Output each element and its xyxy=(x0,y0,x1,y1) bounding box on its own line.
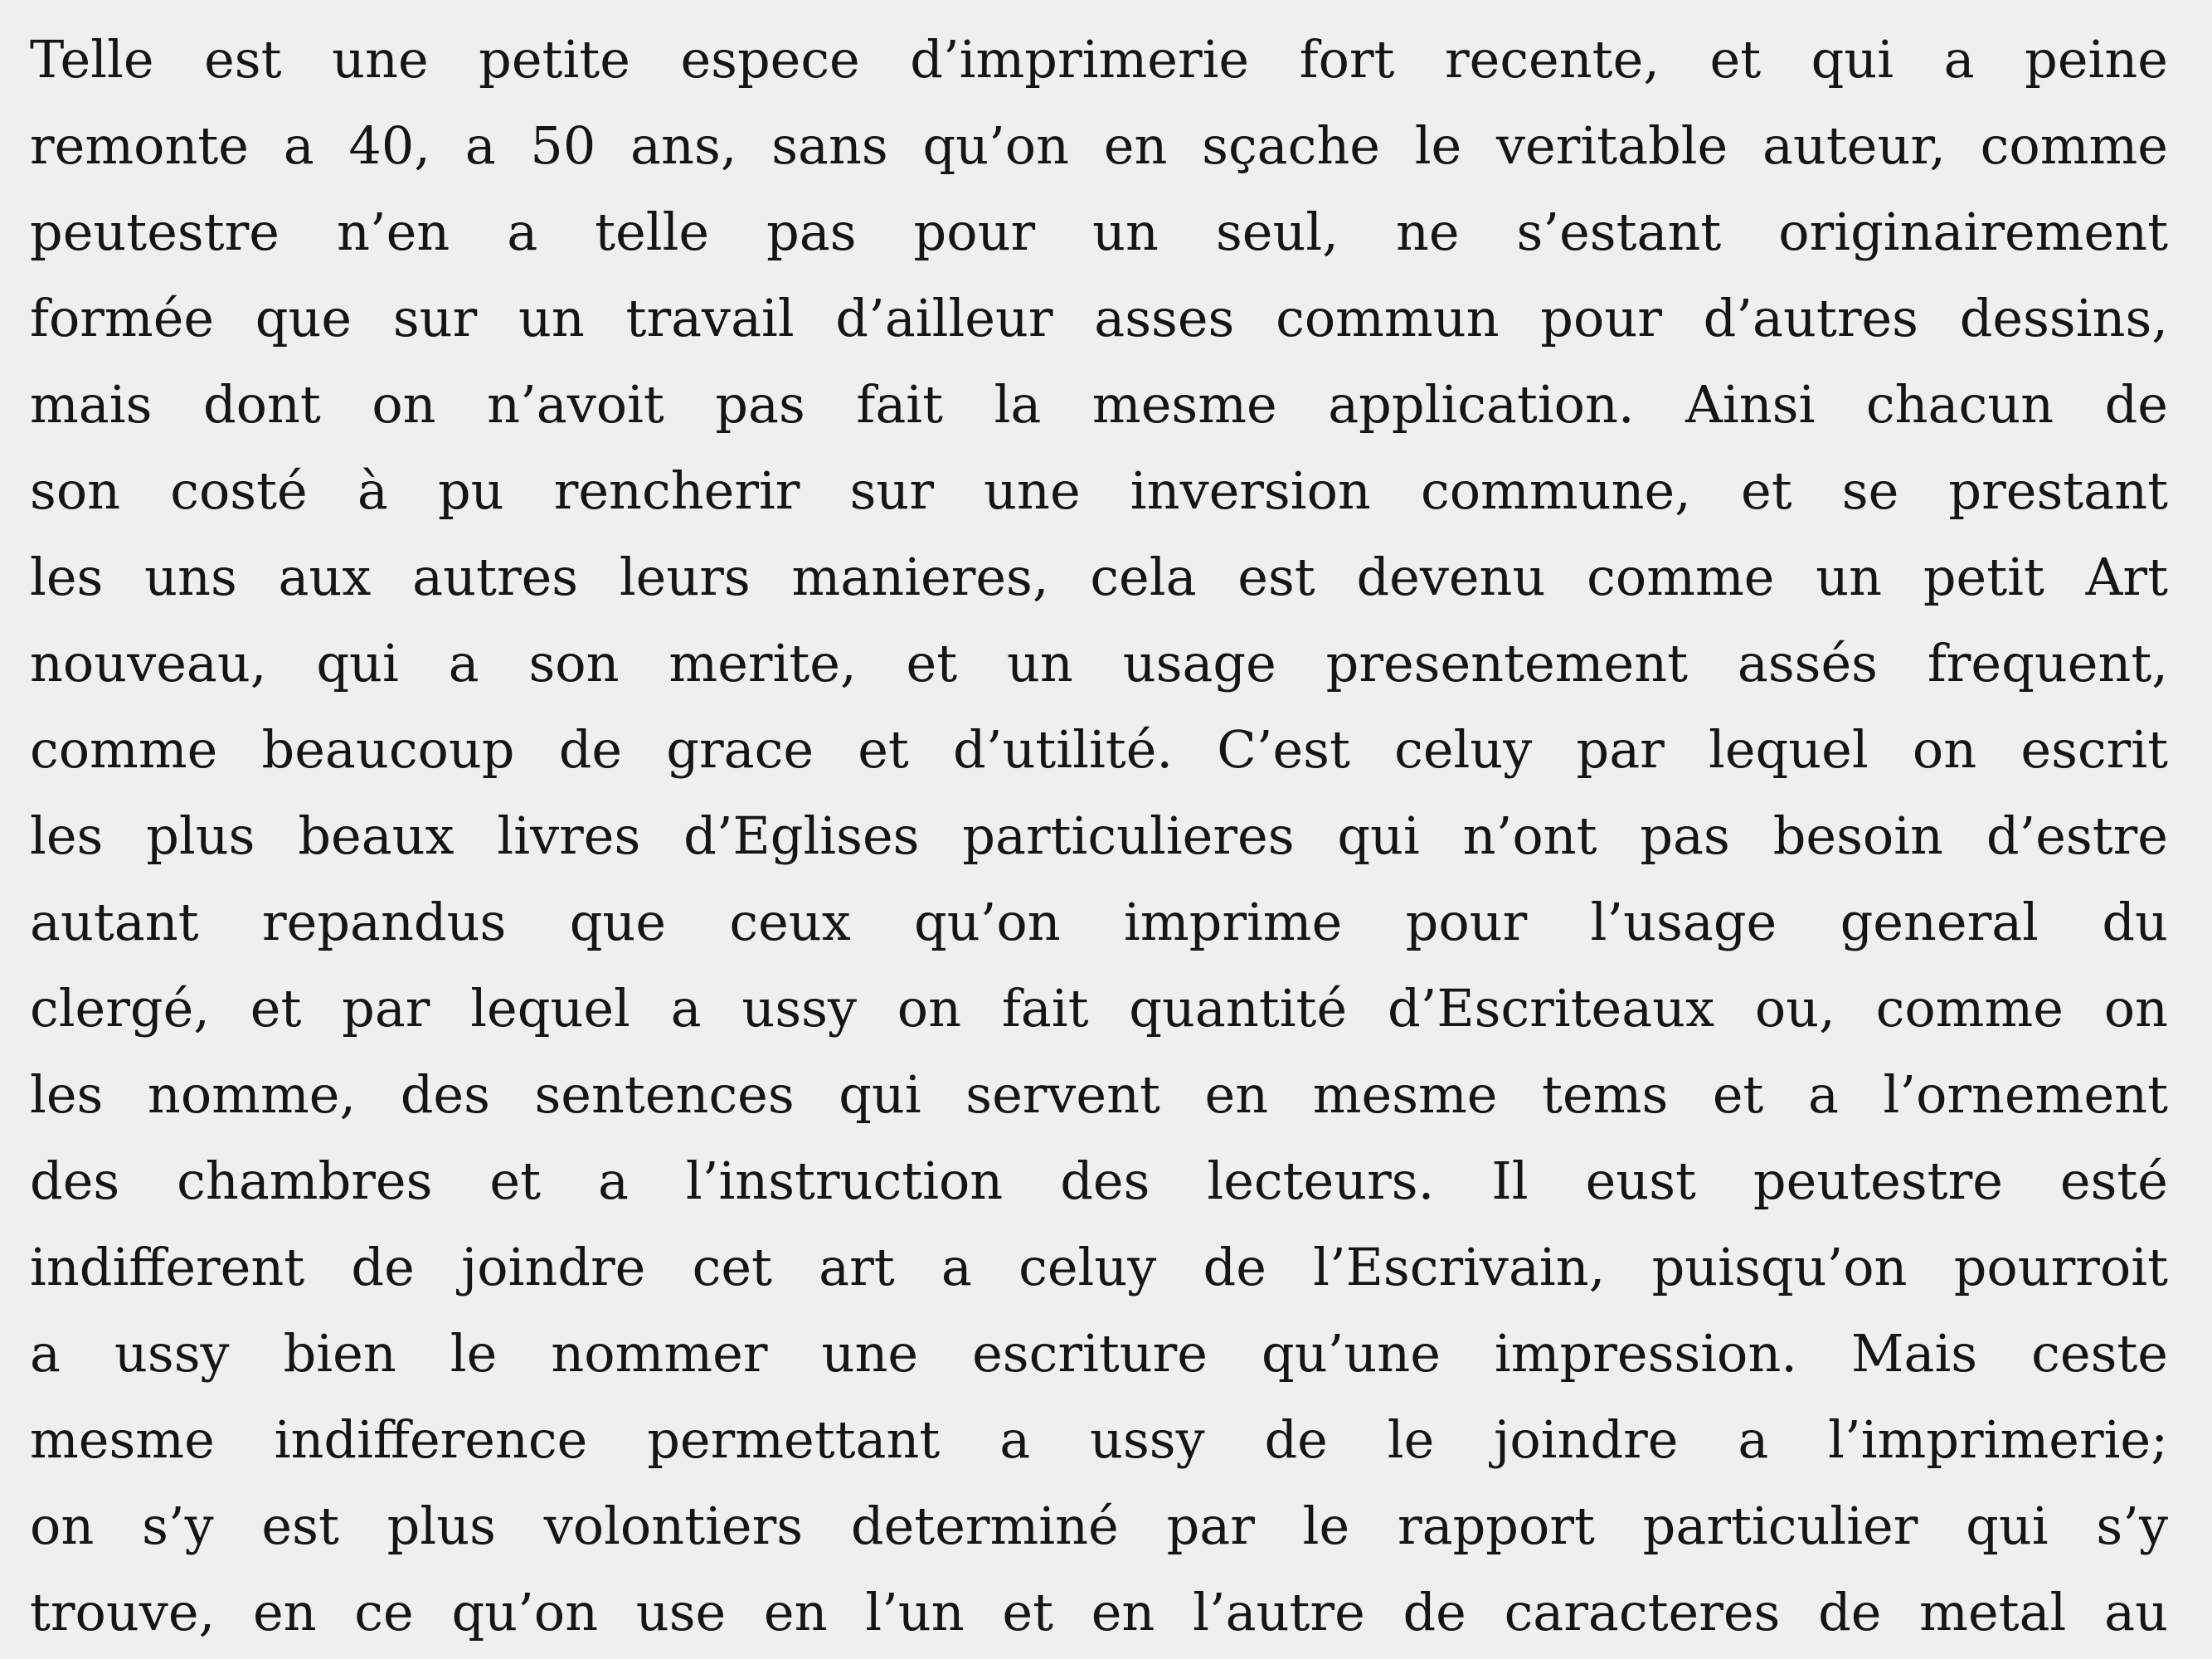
text-line-2: remonte a 40, a 50 ans, sans qu’on en sçache le veritable auteur, comme xyxy=(30,115,2168,176)
text-line-19: trouve, en ce qu’on use en l’un et en l’autre de caracteres de metal au xyxy=(30,1582,2168,1642)
text-line-9: comme beaucoup de grace et d’utilité. C’est celuy par lequel on escrit xyxy=(30,719,2168,780)
text-line-11: autant repandus que ceux qu’on imprime pour l’usage general du xyxy=(30,892,2168,952)
text-line-8: nouveau, qui a son merite, et un usage presentement assés frequent, xyxy=(30,633,2168,693)
text-line-13: les nomme, des sentences qui servent en mesme tems et a l’ornement xyxy=(30,1064,2168,1125)
document-page xyxy=(30,17,2168,1642)
text-line-12: clergé, et par lequel a ussy on fait quantité d’Escriteaux ou, comme on xyxy=(30,978,2168,1039)
text-line-7: les uns aux autres leurs manieres, cela est devenu comme un petit Art xyxy=(30,547,2168,607)
text-line-14: des chambres et a l’instruction des lecteurs. Il eust peutestre esté xyxy=(30,1151,2168,1211)
text-line-17: mesme indifference permettant a ussy de le joindre a l’imprimerie; xyxy=(30,1409,2168,1470)
text-line-4: formée que sur un travail d’ailleur asses commun pour d’autres dessins, xyxy=(30,288,2168,348)
text-line-10: les plus beaux livres d’Eglises particulieres qui n’ont pas besoin d’estre xyxy=(30,805,2168,866)
text-line-3: peutestre n’en a telle pas pour un seul, ne s’estant originairement xyxy=(30,202,2168,262)
text-line-18: on s’y est plus volontiers determiné par le rapport particulier qui s’y xyxy=(30,1496,2168,1556)
text-line-5: mais dont on n’avoit pas fait la mesme application. Ainsi chacun de xyxy=(30,374,2168,435)
text-line-16: a ussy bien le nommer une escriture qu’une impression. Mais ceste xyxy=(30,1323,2168,1384)
text-line-15: indifferent de joindre cet art a celuy de l’Escrivain, puisqu’on pourroit xyxy=(30,1237,2168,1297)
text-line-1: Telle est une petite espece d’imprimerie fort recente, et qui a peine xyxy=(30,29,2168,90)
text-line-6: son costé à pu rencherir sur une inversion commune, et se prestant xyxy=(30,460,2168,521)
